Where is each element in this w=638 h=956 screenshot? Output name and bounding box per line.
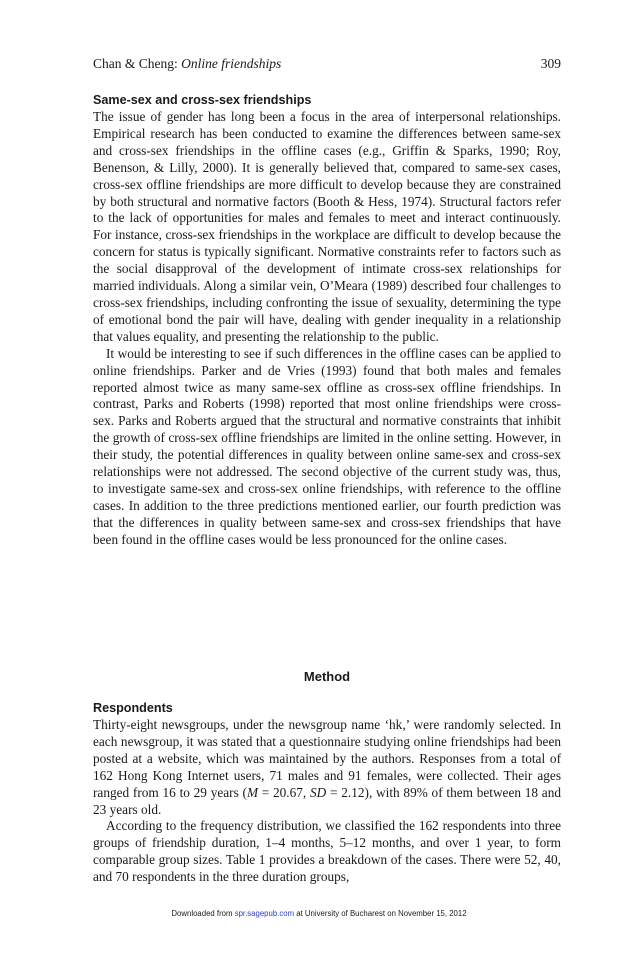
running-header <box>93 56 561 72</box>
paragraph: The issue of gender has long been a focus in the area of interpersonal relationships. Empirical research has been conducted to examine the differences between same-sex and cross-sex friendships in the offline cases (e.g., Griffin & Sparks, 1990; Roy, Benenson, & Lilly, 2000). It is generally believed that, compared to same-sex cases, cross-sex offline friendships are more difficult to develop because they are constrained by both structural and normative factors (Booth & Hess, 1974). Structural factors refer to the lack of opportunities for males and females to meet and interact continuously. For instance, cross-sex friendships in the workplace are difficult to develop because the concern for status is typically significant. Normative constraints refer to factors such as the social disapproval of the development of intimate cross-sex relationships for married individuals. Along a similar vein, O’Meara (1989) described four challenges to cross-sex friendships, including confronting the issue of sexuality, determining the type of emotional bond the pair will have, dealing with gender inequality in a relationship that values equality, and presenting the relationship to the public. <box>93 109 561 344</box>
paragraph: Thirty-eight newsgroups, under the newsgroup name ‘hk,’ were randomly selected. In each newsgroup, it was stated that a questionnaire studying online friendships had been posted at a website, which was maintained by the authors. Responses from a total of 162 Hong Kong Internet users, 71 males and 91 females, were collected. Their ages ranged from 16 to 29 years (M = 20.67, SD = 2.12), with 89% of them between 18 and 23 years old. <box>93 717 562 817</box>
subsection-heading: Respondents <box>93 701 173 715</box>
mean-symbol: M <box>246 784 259 800</box>
paragraph: According to the frequency distribution, we classified the 162 respondents into three groups of friendship duration, 1–4 months, 5–12 months, and over 1 year, to form comparable group sizes. Table 1 provides a breakdown of the cases. There were 52, 40, and 70 respondents in the three duration groups, <box>93 818 561 885</box>
section-respondents <box>93 700 561 886</box>
footer-link[interactable]: spr.sagepub.com <box>234 909 295 918</box>
method-heading: Method <box>303 669 351 684</box>
section-same-cross-sex <box>93 92 561 549</box>
paragraph: It would be interesting to see if such differences in the offline cases can be applied to online friendships. Parker and de Vries (1993) found that both males and females reported almost twice as many same-sex offline as cross-sex offline friendships. In contrast, Parks and Roberts (1998) reported that most online friendships were cross-sex. Parks and Roberts argued that the structural and normative constraints that inhibit the growth of cross-sex offline friendships are limited in the online setting. However, in their study, the potential differences in quality between online same-sex and cross-sex relationships were not addressed. The second objective of the current study was, thus, to investigate same-sex and cross-sex online friendships, with reference to the offline cases. In addition to the three predictions mentioned earlier, our fourth prediction was that the differences in quality between same-sex and cross-sex friendships that have been found in the offline cases would be less pronounced for the online cases. <box>93 345 561 547</box>
running-title <box>93 56 281 72</box>
sd-symbol: SD <box>310 784 327 800</box>
header-authors: Chan & Cheng: <box>93 56 178 71</box>
header-short-title: Online friendships <box>181 56 282 71</box>
download-footer: Downloaded from spr.sagepub.com at University of Bucharest on November 15, 2012 <box>171 909 467 918</box>
page-number: 309 <box>540 56 561 71</box>
section-heading: Same-sex and cross-sex friendships <box>93 93 312 107</box>
